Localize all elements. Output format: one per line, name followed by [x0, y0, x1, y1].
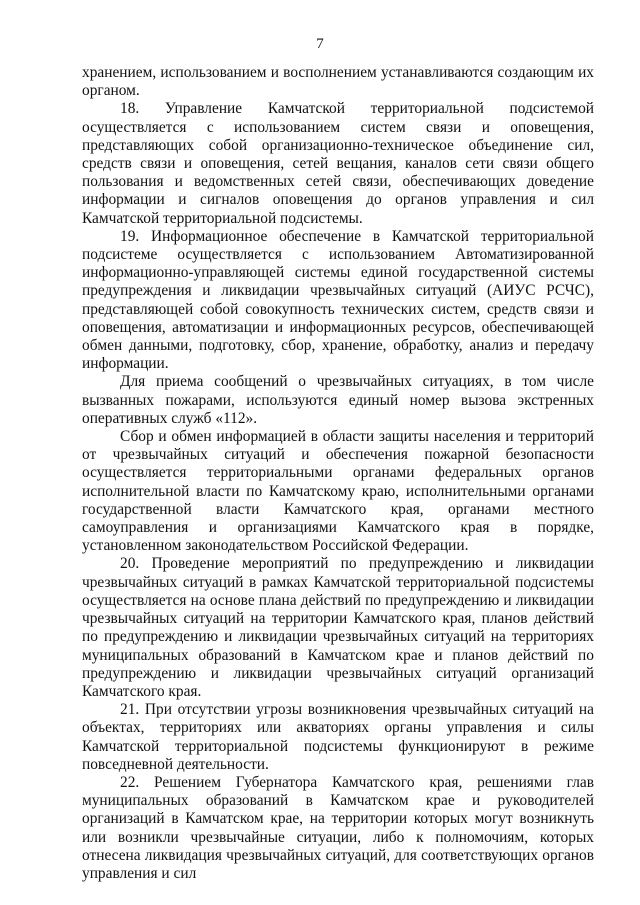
paragraph-21: 21. При отсутствии угрозы возникновения чрезвычайных ситуаций на объектах, территориях или акваториях органы управления и силы Камчатской территориальной подсистемы функционируют в режиме повседневной деятельности. — [82, 701, 594, 773]
page-number: 7 — [316, 36, 324, 52]
paragraph-22: 22. Решением Губернатора Камчатского края, решениями глав муниципальных образований в Камчатском крае и руководителей организаций в Камчатском крае, на территории которых могут возникнуть или возникли чрезвычайные ситуации, либо к полномочиям, которых отнесена ликвидация чрезвычайных ситуаций, для соответствующих органов управления и сил — [82, 773, 594, 882]
paragraph-20: 20. Проведение мероприятий по предупреждению и ликвидации чрезвычайных ситуаций в рамках Камчатской территориальной подсистемы осуществляется на основе плана действий по предупреждению и ликвидации чрезвычайных ситуаций на территории Камчатского края, планов действий по предупреждению и ликвидации чрезвычайных ситуаций на территориях муниципальных образований в Камчатском крае и планов действий по предупреждению и ликвидации чрезвычайных ситуаций организаций Камчатского края. — [82, 555, 594, 700]
document-body — [82, 64, 594, 883]
paragraph-continuation: хранением, использованием и восполнением устанавливаются создающим их органом. — [82, 64, 594, 100]
paragraph-18: 18. Управление Камчатской территориальной подсистемой осуществляется с использованием систем связи и оповещения, представляющих собой организационно-техническое объединение сил, средств связи и оповещения, сетей вещания, каналов сети связи общего пользования и ведомственных сетей связи, обеспечивающих доведение информации и сигналов оповещения до органов управления и сил Камчатской территориальной подсистемы. — [82, 100, 594, 227]
paragraph-19: 19. Информационное обеспечение в Камчатской территориальной подсистеме осуществляется с использованием Автоматизированной информационно-управляющей системы единой государственной системы предупреждения и ликвидации чрезвычайных ситуаций (АИУС РСЧС), представляющей собой совокупность технических систем, средств связи и оповещения, автоматизации и информационных ресурсов, обеспечивающей обмен данными, подготовку, сбор, хранение, обработку, анализ и передачу информации. — [82, 227, 594, 373]
paragraph-112-number: Для приема сообщений о чрезвычайных ситуациях, в том числе вызванных пожарами, используются единый номер вызова экстренных оперативных служб «112». — [82, 373, 594, 427]
paragraph-information-exchange: Сбор и обмен информацией в области защиты населения и территорий от чрезвычайных ситуаций и обеспечения пожарной безопасности осуществляется территориальными органами федеральных органов исполнительной власти по Камчатскому краю, исполнительными органами государственной власти Камчатского края, органами местного самоуправления и организациями Камчатского края в порядке, установленном законодательством Российской Федерации. — [82, 428, 594, 555]
